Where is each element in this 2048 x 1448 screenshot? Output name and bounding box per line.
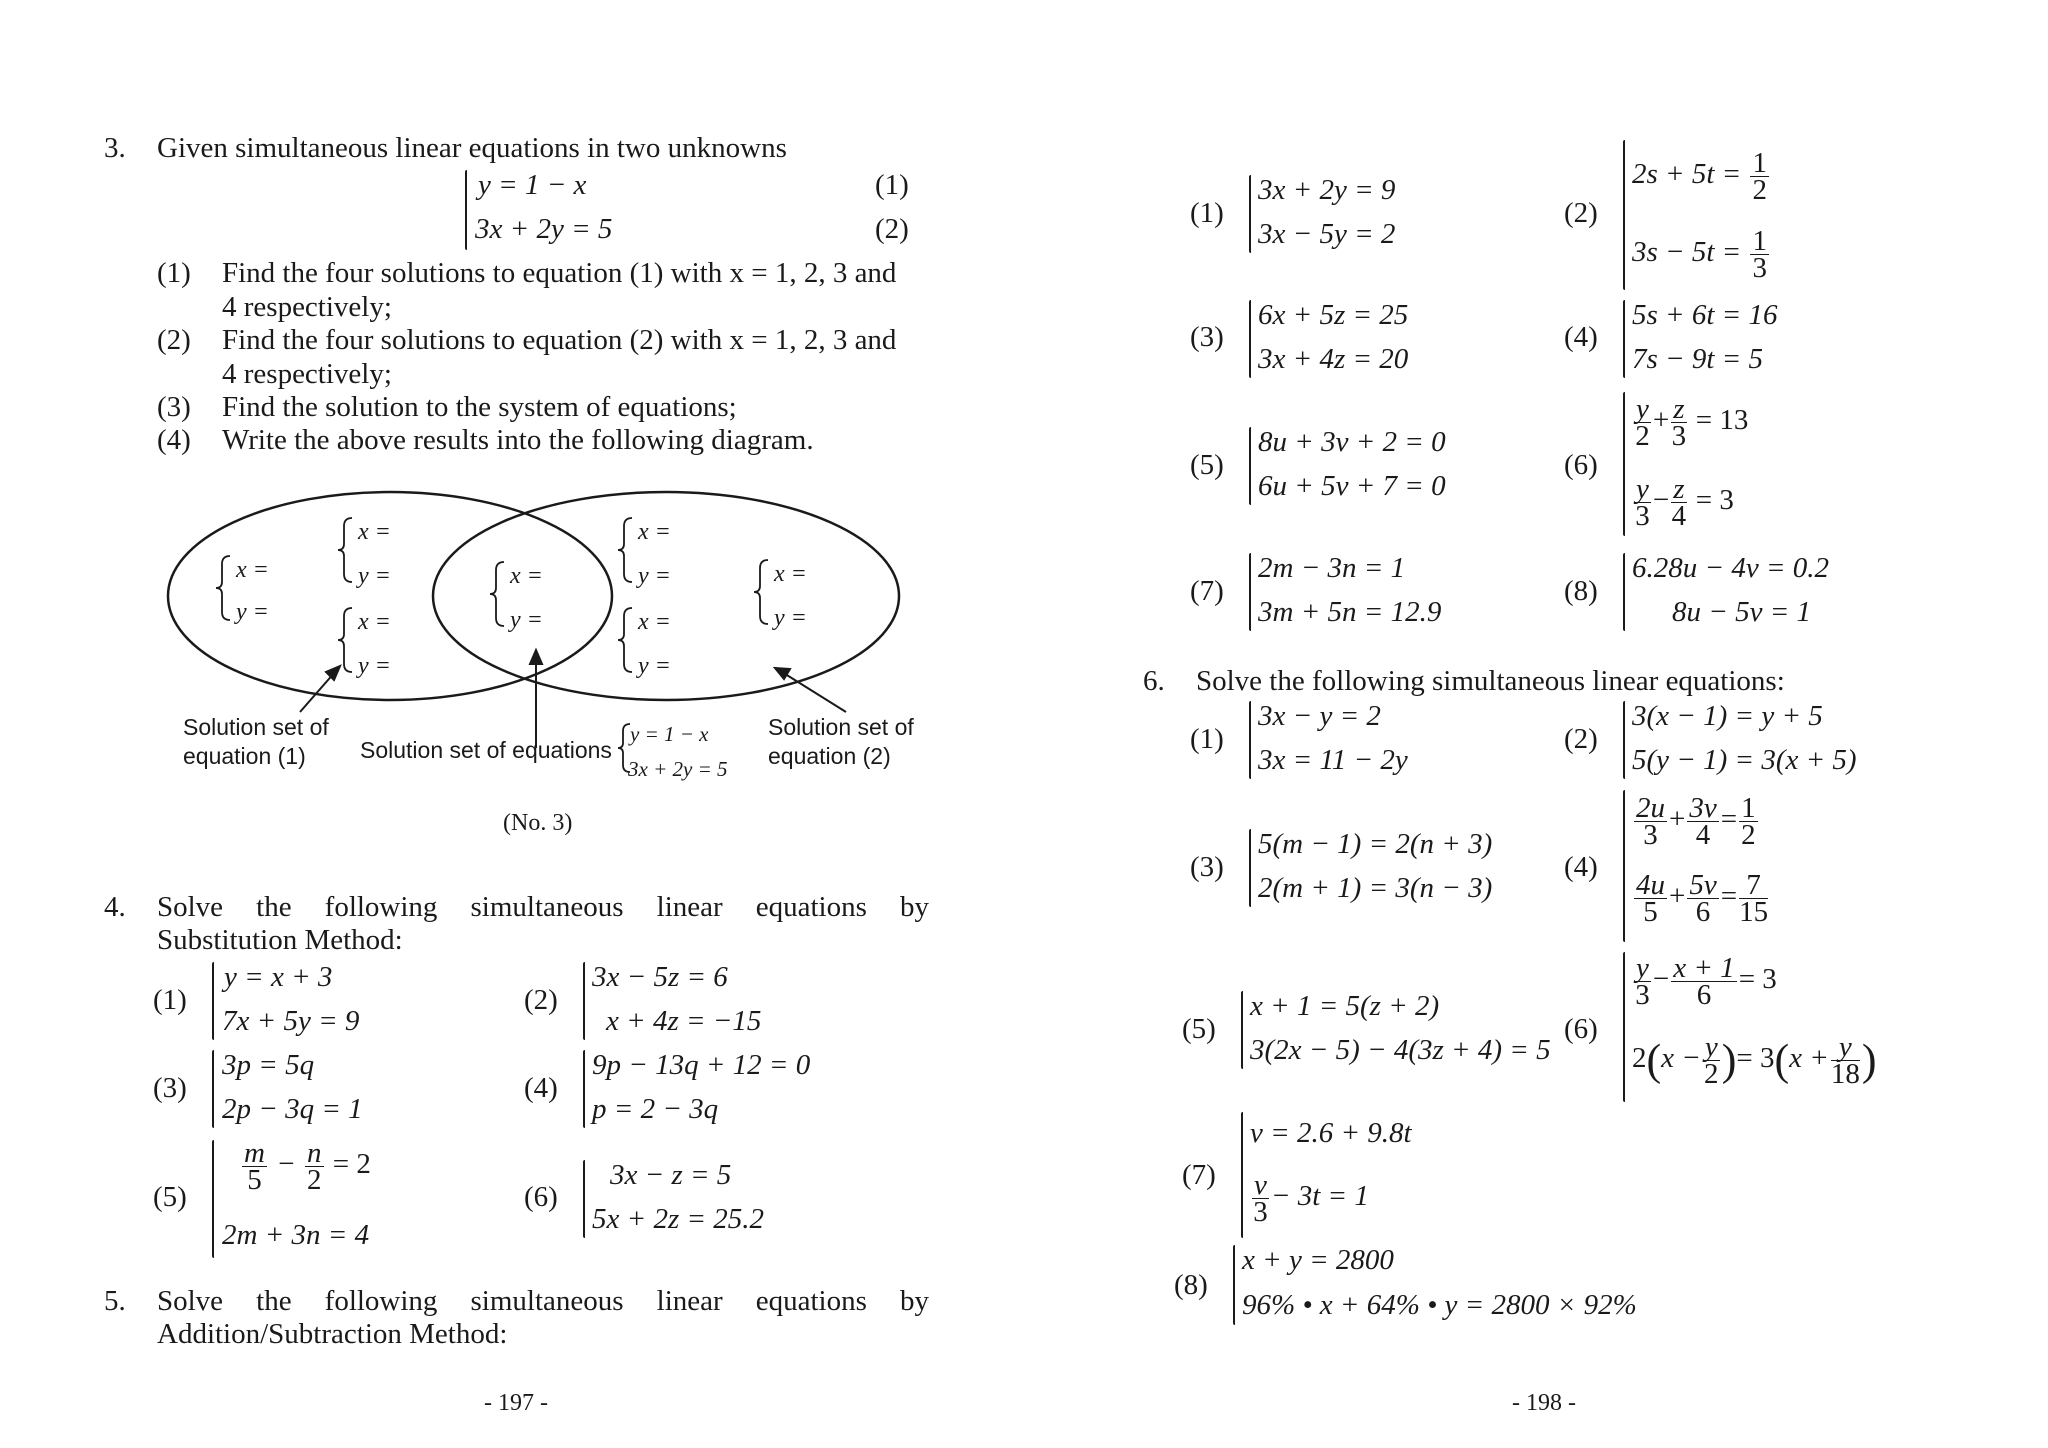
q5-2-brace: [1623, 140, 1625, 290]
q4-2-eq-b: x + 4z = −15: [606, 1005, 762, 1037]
q3-eq2: 3x + 2y = 5: [475, 213, 613, 245]
q5-5-label: (5): [1190, 449, 1224, 481]
brace-eq1-c: [338, 608, 352, 672]
q5-5-eq-a: 8u + 3v + 2 = 0: [1258, 426, 1446, 458]
q4-1-eq-a: y = x + 3: [224, 961, 333, 993]
fraction-numerator: y: [1636, 952, 1649, 984]
fraction-denominator: 3: [1643, 819, 1658, 851]
q6-3-label: (3): [1190, 851, 1224, 883]
q4-5-label: (5): [153, 1181, 187, 1213]
q5-4-brace: [1623, 300, 1625, 378]
equation-mid: = 3: [1736, 1042, 1775, 1075]
q6-1-brace: [1249, 701, 1251, 779]
fraction-denominator: 3: [1253, 1196, 1268, 1228]
q6-6-eq-b: [1632, 1031, 1877, 1090]
q6-4-label: (4): [1564, 851, 1598, 883]
fraction-denominator: 18: [1830, 1058, 1860, 1090]
q4-4-eq-a: 9p − 13q + 12 = 0: [592, 1049, 811, 1081]
blank-y: y =: [638, 653, 671, 679]
q6-1-eq-a: 3x − y = 2: [1258, 700, 1381, 732]
fraction-denominator: 3: [1635, 500, 1650, 532]
blank-y: y =: [510, 607, 543, 633]
q6-5-brace: [1241, 991, 1243, 1069]
fraction-numerator: 1: [1741, 792, 1756, 824]
blank-x: x =: [638, 609, 671, 635]
q6-4-eq-a: [1632, 792, 1760, 851]
fraction-denominator: 3: [1635, 979, 1650, 1011]
q6-2-brace: [1623, 701, 1625, 779]
q6-4-brace: [1623, 790, 1625, 942]
operator: +: [1652, 404, 1670, 437]
q5-7-brace: [1249, 553, 1251, 631]
brace-eq2-b: [618, 608, 632, 672]
fraction-denominator: 6: [1695, 896, 1711, 928]
diagram-caption: (No. 3): [503, 810, 573, 836]
label-system-eq2: 3x + 2y = 5: [628, 757, 728, 781]
fraction-denominator: 3: [1752, 252, 1767, 284]
operator: −: [1652, 484, 1670, 517]
q6-6-brace: [1623, 952, 1625, 1102]
fraction-numerator: z: [1673, 393, 1685, 425]
q4-word: equations: [755, 891, 867, 923]
blank-x: x =: [774, 561, 807, 587]
q5-word: simultaneous: [470, 1285, 624, 1317]
q3-part3-label: (3): [157, 391, 191, 423]
q4-4-label: (4): [524, 1072, 558, 1104]
label-eq2-line1: Solution set of: [768, 714, 914, 740]
q4-4-eq-b: p = 2 − 3q: [592, 1093, 719, 1125]
fraction-numerator: z: [1673, 473, 1685, 505]
q6-number: 6.: [1143, 665, 1165, 697]
brace-system: [490, 562, 504, 626]
q5-6-eq-a: [1632, 393, 1749, 452]
fraction-denominator: 4: [1671, 500, 1687, 532]
operator: =: [1720, 880, 1738, 913]
q6-8-eq-a: x + y = 2800: [1242, 1244, 1394, 1276]
q5-6-eq-b: [1632, 473, 1734, 532]
q5-3-label: (3): [1190, 321, 1224, 353]
q3-part4-text: Write the above results into the following diagram.: [222, 424, 814, 456]
q5-2-eq-a: [1632, 147, 1771, 206]
q3-part1-label: (1): [157, 257, 191, 289]
fraction-numerator: n: [307, 1137, 322, 1169]
fraction-numerator: v: [1254, 1169, 1267, 1201]
coefficient: 2: [1632, 1042, 1647, 1075]
brace-eq1-b: [338, 518, 352, 582]
q4-6-eq-b: 5x + 2z = 25.2: [592, 1203, 765, 1235]
fraction-denominator: 6: [1696, 979, 1712, 1011]
page-number-left: - 197 -: [484, 1390, 548, 1416]
fraction-denominator: 15: [1739, 896, 1769, 928]
label-system-eq1: y = 1 − x: [630, 722, 709, 746]
q5-1-brace: [1249, 175, 1251, 253]
q4-word: simultaneous: [470, 891, 624, 923]
q4-1-brace: [212, 962, 214, 1040]
label-eq2-line2: equation (2): [768, 743, 891, 769]
blank-y: y =: [774, 605, 807, 631]
label-eq1-line2: equation (1): [183, 743, 306, 769]
page-number-right: - 198 -: [1512, 1390, 1576, 1416]
blank-x: x =: [510, 563, 543, 589]
fraction-numerator: x + 1: [1673, 952, 1735, 984]
q4-5-brace: [212, 1140, 214, 1258]
q5-3-eq-a: 6x + 5z = 25: [1258, 299, 1409, 331]
q5-word: Solve: [157, 1285, 224, 1317]
q6-8-brace: [1233, 1245, 1235, 1325]
q6-2-eq-a: 3(x − 1) = y + 5: [1632, 700, 1823, 732]
q4-word: Solve: [157, 891, 224, 923]
q3-intro: Given simultaneous linear equations in two unknowns: [157, 132, 787, 164]
q4-word: the: [256, 891, 292, 923]
q4-5-eq-b: 2m + 3n = 4: [222, 1219, 370, 1251]
q5-word: following: [324, 1285, 438, 1317]
q6-5-eq-b: 3(2x − 5) − 4(3z + 4) = 5: [1250, 1034, 1551, 1066]
q4-1-eq-b: 7x + 5y = 9: [222, 1005, 360, 1037]
operator: +: [1669, 880, 1686, 913]
blank-x: x =: [638, 519, 671, 545]
paren-open: (: [1774, 1035, 1790, 1085]
q6-4-eq-b: [1632, 869, 1770, 928]
q6-3-brace: [1249, 829, 1251, 907]
fraction-numerator: 5v: [1689, 869, 1717, 901]
q5-8-eq-b: 8u − 5v = 1: [1672, 596, 1812, 628]
q6-3-eq-b: 2(m + 1) = 3(n − 3): [1258, 872, 1493, 904]
q4-3-eq-b: 2p − 3q = 1: [222, 1093, 363, 1125]
q5-2-eq-b: [1632, 225, 1771, 284]
fraction-denominator: 5: [247, 1164, 262, 1196]
paren-close: ): [1861, 1035, 1877, 1085]
q4-6-eq-a: 3x − z = 5: [610, 1159, 732, 1191]
q5-5-brace: [1249, 427, 1251, 505]
q5-4-label: (4): [1564, 321, 1598, 353]
q5-3-eq-b: 3x + 4z = 20: [1258, 343, 1409, 375]
equation-lhs: 3s − 5t =: [1632, 236, 1742, 269]
q5-7-eq-a: 2m − 3n = 1: [1258, 552, 1406, 584]
q3-eq1: y = 1 − x: [478, 169, 587, 201]
q5-word: linear: [656, 1285, 723, 1317]
q5-4-eq-b: 7s − 9t = 5: [1632, 343, 1763, 375]
q6-8-eq-b: 96% • x + 64% • y = 2800 × 92%: [1242, 1289, 1637, 1321]
label-system: Solution set of equations: [360, 737, 612, 763]
q5-text: [157, 1284, 929, 1318]
term: x −: [1661, 1042, 1701, 1075]
q5-8-brace: [1623, 553, 1625, 631]
q6-5-eq-a: x + 1 = 5(z + 2): [1250, 990, 1440, 1022]
fraction-denominator: 2: [1635, 420, 1650, 452]
equation-tail: = 2: [332, 1148, 371, 1181]
q5-8-eq-a: 6.28u − 4v = 0.2: [1632, 552, 1830, 584]
fraction-numerator: 1: [1752, 147, 1767, 179]
q6-3-eq-a: 5(m − 1) = 2(n + 3): [1258, 828, 1493, 860]
q3-part4-label: (4): [157, 424, 191, 456]
fraction-denominator: 4: [1695, 819, 1711, 851]
q5-word: by: [899, 1285, 929, 1317]
q6-7-brace: [1241, 1112, 1243, 1238]
q5-number: 5.: [104, 1285, 126, 1317]
fraction-numerator: 3v: [1689, 792, 1717, 824]
q5-4-eq-a: 5s + 6t = 16: [1632, 299, 1778, 331]
equation-lhs: 2s + 5t =: [1632, 158, 1742, 191]
fraction-denominator: 2: [1704, 1058, 1719, 1090]
fraction-numerator: 2u: [1636, 792, 1665, 824]
arrow-eq2: [782, 672, 846, 712]
q4-5-eq-a: $\frac{m}{5}$ − $\frac{n}{2}$ = 2: [244, 1137, 371, 1196]
q6-2-label: (2): [1564, 723, 1598, 755]
blank-x: x =: [358, 609, 391, 635]
q3-part1-text-2: 4 respectively;: [222, 291, 392, 323]
q3-eq1-tag: (1): [875, 169, 909, 201]
q5-word: equations: [755, 1285, 867, 1317]
blank-x: x =: [358, 519, 391, 545]
q5-7-label: (7): [1190, 575, 1224, 607]
q6-7-label: (7): [1182, 1159, 1216, 1191]
brace-eq2-c: [754, 560, 768, 624]
q4-text: [157, 890, 929, 924]
q4-word: linear: [656, 891, 723, 923]
fraction-denominator: 2: [307, 1164, 322, 1196]
q4-4-brace: [583, 1050, 585, 1128]
q3-eq2-tag: (2): [875, 213, 909, 245]
q6-1-label: (1): [1190, 723, 1224, 755]
fraction-denominator: 2: [1741, 819, 1756, 851]
fraction-numerator: y: [1636, 393, 1649, 425]
q5-6-brace: [1623, 392, 1625, 536]
q4-text-line2: Substitution Method:: [157, 924, 403, 956]
equation-tail: = 13: [1695, 404, 1749, 437]
operator: +: [1669, 803, 1686, 836]
q5-1-label: (1): [1190, 197, 1224, 229]
q6-5-label: (5): [1182, 1013, 1216, 1045]
fraction-numerator: m: [244, 1137, 265, 1169]
q3-part1-text: Find the four solutions to equation (1) with x = 1, 2, 3 and: [222, 257, 897, 289]
blank-y: y =: [638, 563, 671, 589]
fraction-denominator: 2: [1752, 174, 1767, 206]
paren-close: ): [1721, 1035, 1737, 1085]
q6-8-label: (8): [1174, 1269, 1208, 1301]
fraction-numerator: 4u: [1636, 869, 1665, 901]
q3-part2-text-2: 4 respectively;: [222, 358, 392, 390]
operator: −: [1652, 963, 1670, 996]
fraction-numerator: y: [1831, 1034, 1860, 1061]
brace-eq2-a: [618, 518, 632, 582]
q3-part2-label: (2): [157, 324, 191, 356]
arrow-eq2-head: [775, 668, 790, 679]
operator: =: [1720, 803, 1738, 836]
q5-text-line2: Addition/Subtraction Method:: [157, 1318, 508, 1350]
q5-7-eq-b: 3m + 5n = 12.9: [1258, 596, 1442, 628]
q5-5-eq-b: 6u + 5v + 7 = 0: [1258, 470, 1446, 502]
paren-open: (: [1646, 1035, 1662, 1085]
q6-1-eq-b: 3x = 11 − 2y: [1258, 744, 1408, 776]
q5-8-label: (8): [1564, 575, 1598, 607]
q3-number: 3.: [104, 132, 126, 164]
q4-2-label: (2): [524, 984, 558, 1016]
q4-3-brace: [212, 1050, 214, 1128]
q3-part3-text: Find the solution to the system of equations;: [222, 391, 737, 423]
q4-6-label: (6): [524, 1181, 558, 1213]
fraction-numerator: 1: [1752, 225, 1767, 257]
q5-2-label: (2): [1564, 197, 1598, 229]
q4-3-eq-a: 3p = 5q: [222, 1049, 315, 1081]
q6-text: Solve the following simultaneous linear equations:: [1196, 665, 1785, 697]
equation-tail: = 3: [1695, 484, 1734, 517]
q4-2-brace: [583, 962, 585, 1040]
blank-y: y =: [358, 653, 391, 679]
fraction-numerator: y: [1636, 473, 1649, 505]
q3-part2-text: Find the four solutions to equation (2) with x = 1, 2, 3 and: [222, 324, 897, 356]
q5-word: the: [256, 1285, 292, 1317]
q6-2-eq-b: 5(y − 1) = 3(x + 5): [1632, 744, 1857, 776]
q5-1-eq-b: 3x − 5y = 2: [1258, 218, 1396, 250]
equation-tail: = 3: [1738, 963, 1777, 996]
q4-word: following: [324, 891, 438, 923]
fraction-denominator: 5: [1643, 896, 1658, 928]
label-eq1-line1: Solution set of: [183, 714, 329, 740]
blank-y: y =: [236, 599, 269, 625]
q6-6-eq-a: [1632, 952, 1777, 1011]
q4-6-brace: [583, 1160, 585, 1238]
equation-tail: − 3t = 1: [1270, 1180, 1369, 1213]
blank-y: y =: [358, 563, 391, 589]
q4-3-label: (3): [153, 1072, 187, 1104]
fraction-denominator: 3: [1671, 420, 1687, 452]
q5-6-label: (6): [1564, 449, 1598, 481]
arrow-eq1-head: [326, 666, 340, 680]
term: x +: [1789, 1042, 1829, 1075]
blank-x: x =: [236, 557, 269, 583]
fraction-numerator: 7: [1739, 872, 1768, 899]
q5-3-brace: [1249, 300, 1251, 378]
q4-number: 4.: [104, 891, 126, 923]
q4-word: by: [899, 891, 929, 923]
q4-1-label: (1): [153, 984, 187, 1016]
q4-2-eq-a: 3x − 5z = 6: [592, 961, 728, 993]
fraction-numerator: y: [1704, 1031, 1718, 1063]
brace-eq1-a: [216, 556, 230, 620]
arrow-system-head: [530, 650, 542, 664]
q6-6-label: (6): [1564, 1013, 1598, 1045]
q6-7-eq-b: [1250, 1169, 1369, 1228]
q5-1-eq-a: 3x + 2y = 9: [1258, 174, 1396, 206]
q6-7-eq-a: v = 2.6 + 9.8t: [1250, 1117, 1412, 1149]
